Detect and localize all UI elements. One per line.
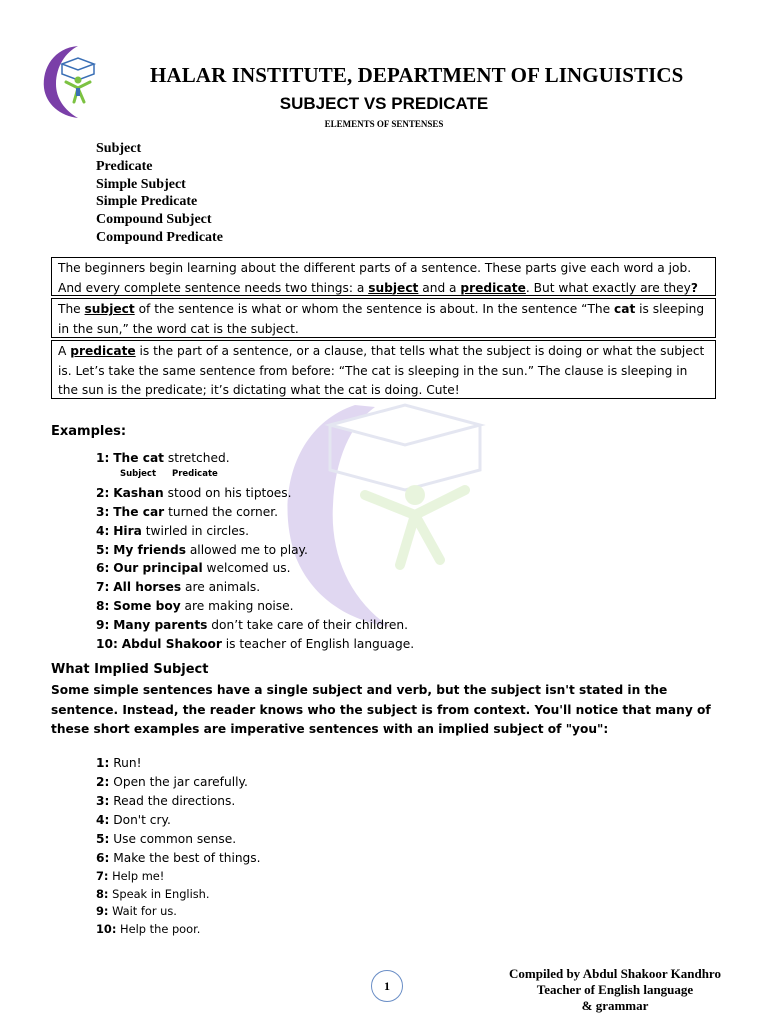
list-item: 8: Speak in English. bbox=[96, 886, 210, 901]
author-role: Teacher of English language bbox=[536, 982, 694, 997]
author-credits bbox=[490, 966, 740, 1014]
subject-keyword: subject bbox=[368, 280, 419, 295]
document-title: SUBJECT VS PREDICATE bbox=[279, 94, 489, 113]
topic-list bbox=[96, 140, 223, 247]
topic-item: Predicate bbox=[96, 158, 153, 174]
predicate-keyword: predicate bbox=[460, 280, 526, 295]
subject-definition-box: The subject of the sentence is what or whom the sentence is about. In the sentence “The cat is sleeping in the sun,” the word cat is the subject. bbox=[51, 298, 716, 338]
list-item: 10: Help the poor. bbox=[96, 921, 201, 936]
topic-item: Compound Subject bbox=[96, 212, 212, 228]
institute-title: HALAR INSTITUTE, DEPARTMENT OF LINGUISTICS bbox=[150, 63, 684, 87]
implied-subject-heading: What Implied Subject bbox=[51, 662, 209, 677]
subject-keyword: subject bbox=[84, 302, 135, 316]
list-item: 7: Help me! bbox=[96, 869, 165, 883]
list-item: 2: Open the jar carefully. bbox=[96, 775, 248, 789]
topic-item: Subject bbox=[96, 141, 142, 156]
implied-subject-paragraph: Some simple sentences have a single subject and verb, but the subject isn't stated in the sentence. Instead, the reader knows who the subject is from context. You'll notice that many of these short examples are imperative sentences with an implied subject of "you": bbox=[51, 683, 711, 737]
list-item: 9: Wait for us. bbox=[96, 904, 177, 919]
page-number: 1 bbox=[371, 970, 403, 1002]
topic-item: Simple Predicate bbox=[96, 194, 198, 210]
compiled-by: Compiled by Abdul Shakoor Kandhro bbox=[509, 966, 721, 981]
list-item: 10: Abdul Shakoor is teacher of English language. bbox=[96, 637, 415, 652]
topic-item: Simple Subject bbox=[96, 176, 186, 192]
intro-box: The beginners begin learning about the different parts of a sentence. These parts give each word a job. And every complete sentence needs two things: a subject and a predicate. But what exactly are they? bbox=[51, 257, 716, 296]
list-item: 4: Hira twirled in circles. bbox=[96, 523, 249, 538]
list-item: 1: Run! bbox=[96, 756, 142, 770]
implied-examples-list bbox=[96, 754, 261, 938]
predicate-definition-box: A predicate is the part of a sentence, or a clause, that tells what the subject is doing or what the subject is. Let’s take the same sentence from before: “The cat is sleeping in the sun.” The clause is sleeping in the sun is the predicate; it’s dictating what the cat is doing. Cute! bbox=[51, 340, 716, 399]
author-role-2: & grammar bbox=[581, 998, 649, 1013]
list-item: 6: Make the best of things. bbox=[96, 851, 261, 865]
examples-heading: Examples: bbox=[51, 424, 127, 439]
list-item: 5: Use common sense. bbox=[96, 832, 237, 846]
list-item: 3: The car turned the corner. bbox=[96, 504, 279, 519]
subject-label: Subject bbox=[120, 468, 157, 479]
predicate-label: Predicate bbox=[172, 468, 218, 479]
list-item: 3: Read the directions. bbox=[96, 794, 236, 808]
topic-item: Compound Predicate bbox=[96, 229, 223, 245]
list-item: 8: Some boy are making noise. bbox=[96, 599, 294, 614]
list-item: 4: Don't cry. bbox=[96, 813, 171, 827]
predicate-keyword: predicate bbox=[70, 344, 136, 358]
list-item: 1: The cat stretched. bbox=[96, 451, 230, 465]
list-item: 5: My friends allowed me to play. bbox=[96, 542, 308, 557]
list-item: 6: Our principal welcomed us. bbox=[96, 561, 291, 576]
list-item: 2: Kashan stood on his tiptoes. bbox=[96, 485, 292, 500]
list-item: 7: All horses are animals. bbox=[96, 580, 261, 595]
subject-predicate-labels bbox=[96, 468, 414, 484]
list-item: 9: Many parents don’t take care of their children. bbox=[96, 618, 408, 633]
examples-list bbox=[96, 449, 414, 654]
document-subtitle: ELEMENTS OF SENTENSES bbox=[324, 119, 444, 129]
